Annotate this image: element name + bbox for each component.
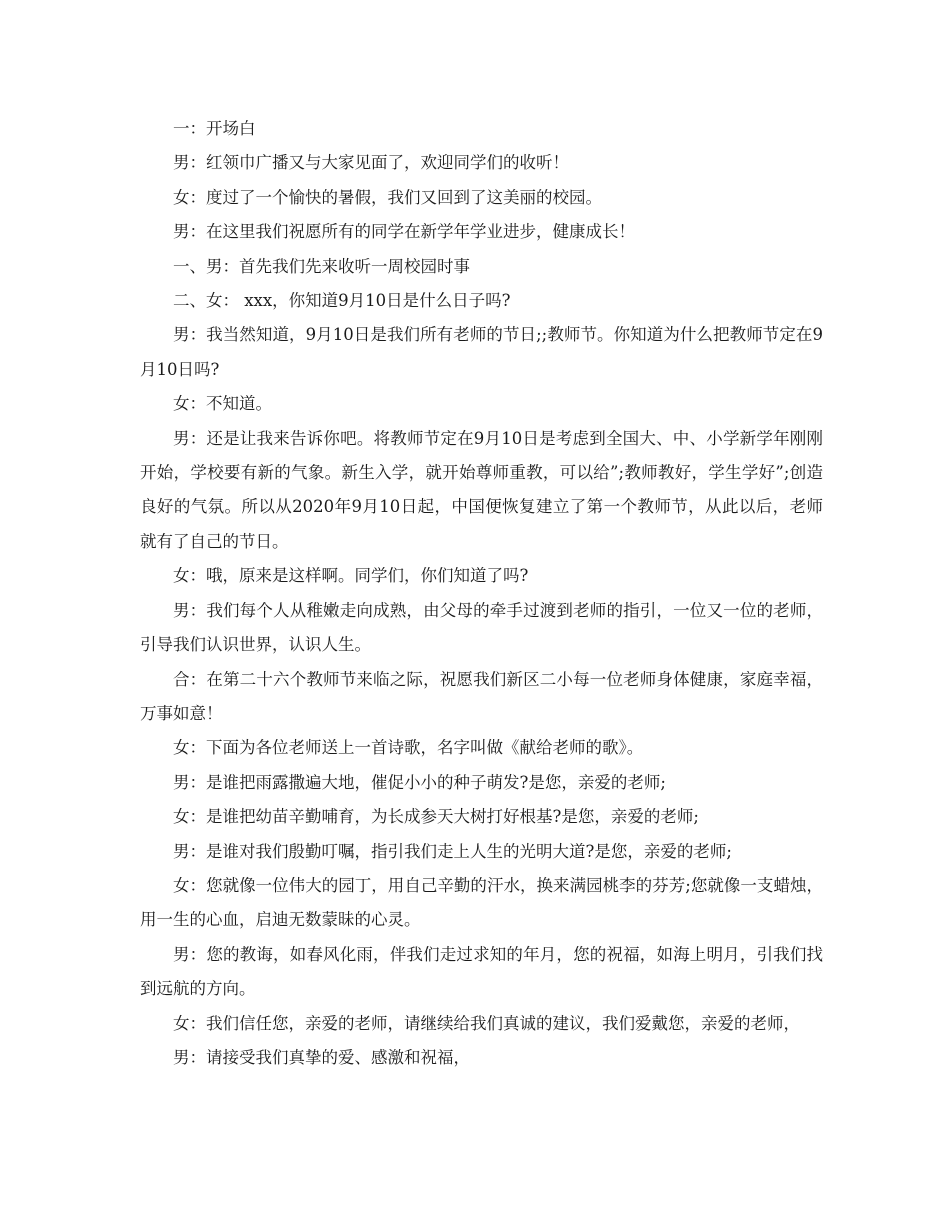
paragraph: 女：哦，原来是这样啊。同学们，你们知道了吗? xyxy=(173,566,529,586)
paragraph: 女：我们信任您，亲爱的老师，请继续给我们真诚的建议，我们爱戴您，亲爱的老师， xyxy=(173,1013,800,1033)
paragraph-opening-heading: 一：开场白 xyxy=(173,119,256,138)
paragraph: 男：是谁对我们殷勤叮嘱，指引我们走上人生的光明大道?是您，亲爱的老师; xyxy=(173,841,732,861)
paragraph-section-heading: 一、男：首先我们先来收听一周校园时事 xyxy=(173,256,470,276)
paragraph: 男：我当然知道，9月10日是我们所有老师的节日;;教师节。你知道为什么把教师节定在9月10日吗? xyxy=(140,325,823,379)
paragraph: 男：是谁把雨露撒遍大地，催促小小的种子萌发?是您，亲爱的老师; xyxy=(173,772,666,792)
document-body xyxy=(140,112,823,1075)
paragraph: 男：还是让我来告诉你吧。将教师节定在9月10日是考虑到全国大、中、小学新学年刚刚开始，学校要有新的气象。新生入学，就开始尊师重教，可以给”;教师教好，学生学好”;创造良好的气氛。所以从2020年9月10日起，中国便恢复建立了第一个教师节，从此以后，老师就有了自己的节日。 xyxy=(140,428,823,551)
paragraph: 男：我们每个人从稚嫩走向成熟，由父母的牵手过渡到老师的指引，一位又一位的老师，引导我们认识世界，认识人生。 xyxy=(140,600,823,655)
paragraph: 男：在这里我们祝愿所有的同学在新学年学业进步，健康成长！ xyxy=(173,222,635,242)
paragraph: 女：度过了一个愉快的暑假，我们又回到了这美丽的校园。 xyxy=(173,187,602,207)
paragraph: 男：请接受我们真挚的爱、感激和祝福， xyxy=(173,1047,470,1067)
paragraph: 女：您就像一位伟大的园丁，用自己辛勤的汗水，换来满园桃李的芬芳;您就像一支蜡烛，用一生的心血，启迪无数蒙昧的心灵。 xyxy=(140,875,823,930)
paragraph: 男：您的教诲，如春风化雨，伴我们走过求知的年月，您的祝福，如海上明月，引我们找到远航的方向。 xyxy=(140,944,823,999)
paragraph: 女：不知道。 xyxy=(173,394,272,414)
paragraph: 女：下面为各位老师送上一首诗歌，名字叫做《献给老师的歌》。 xyxy=(173,738,644,758)
paragraph-section-heading: 二、女： xxx，你知道9月10日是什么日子吗? xyxy=(173,291,511,311)
paragraph: 男：红领巾广播又与大家见面了，欢迎同学们的收听！ xyxy=(173,153,569,173)
paragraph: 女：是谁把幼苗辛勤哺育，为长成参天大树打好根基?是您，亲爱的老师; xyxy=(173,807,699,827)
paragraph: 合：在第二十六个教师节来临之际，祝愿我们新区二小每一位老师身体健康，家庭幸福，万事如意！ xyxy=(140,669,823,723)
